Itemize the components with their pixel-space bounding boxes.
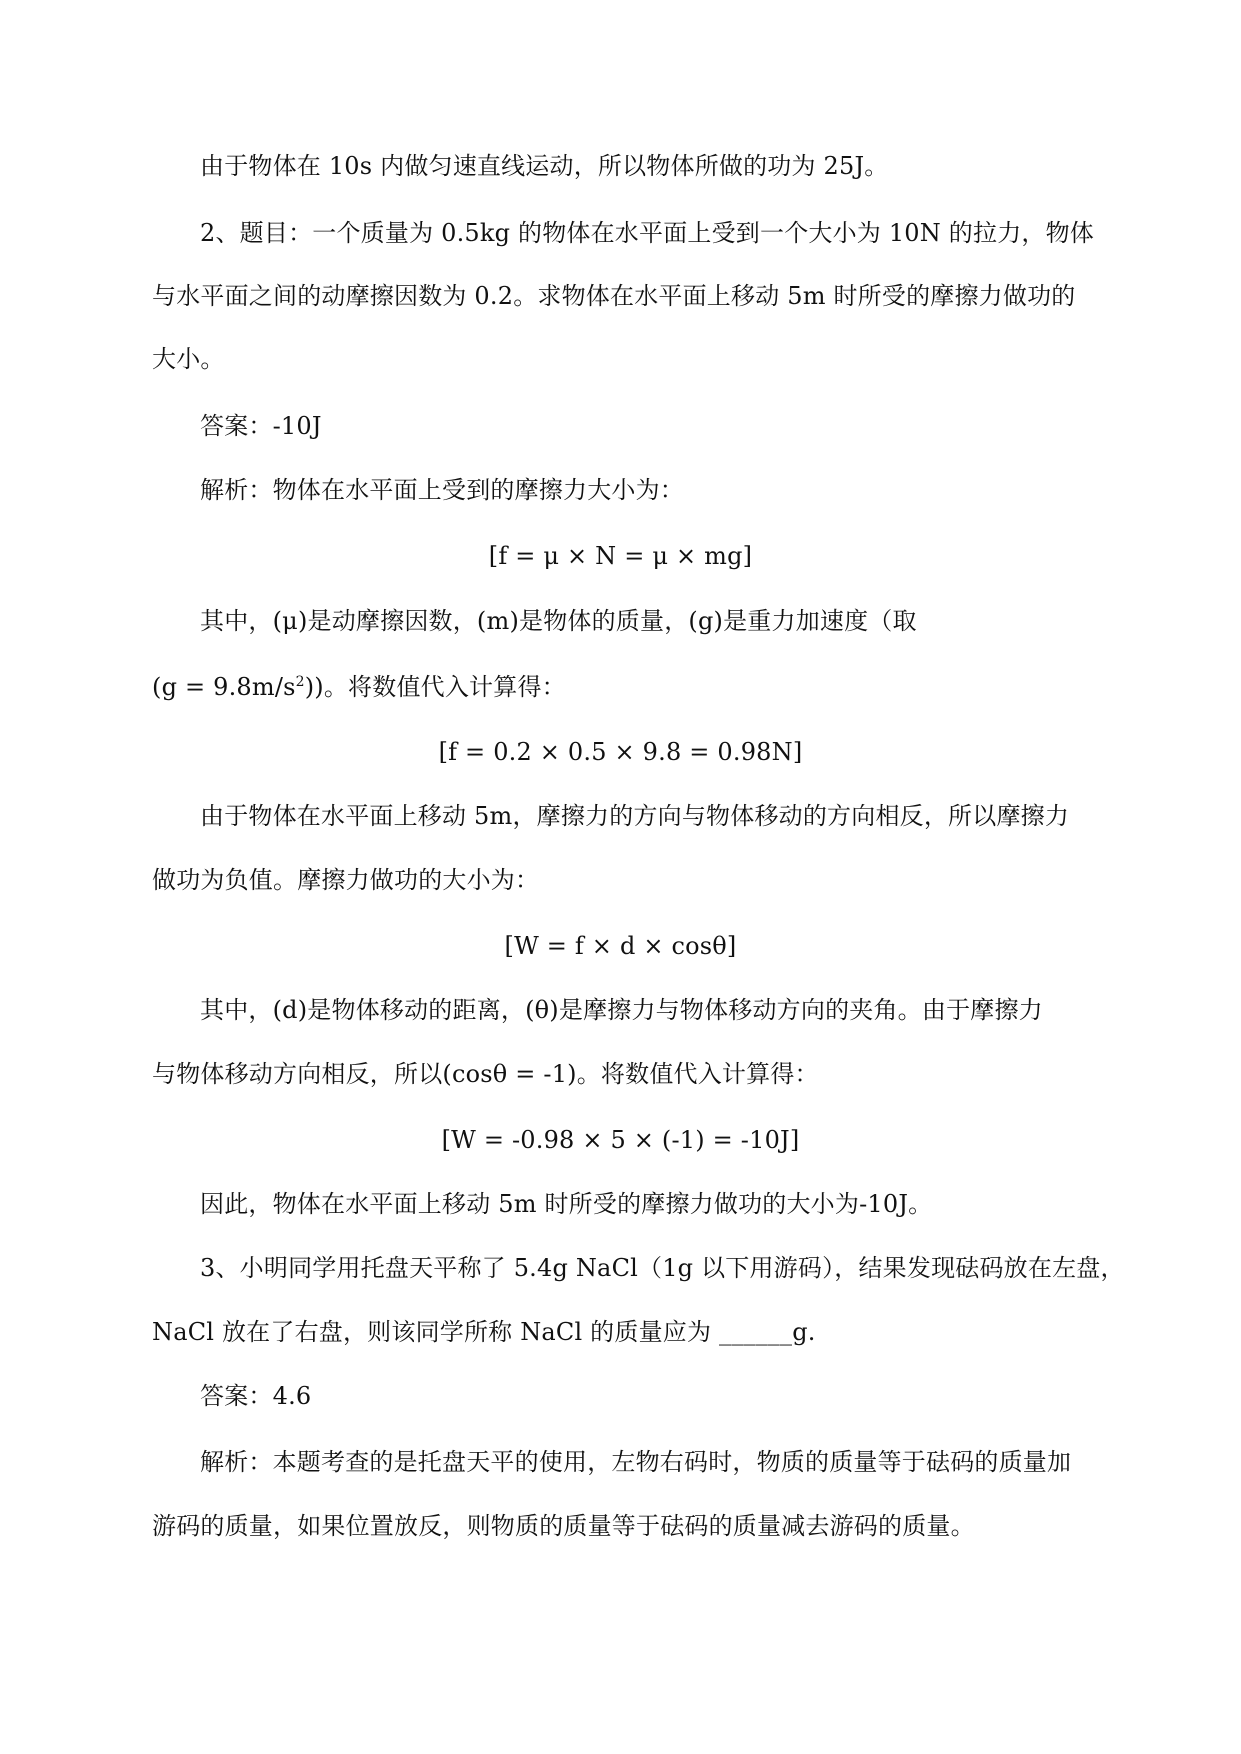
reason-line-2: 做功为负值。摩擦力做功的大小为： [152, 866, 540, 894]
answer-3: 答案：4.6 [200, 1382, 312, 1410]
answer-2: 答案：-10J [200, 412, 322, 440]
analysis-3-line-1: 解析：本题考查的是托盘天平的使用，左物右码时，物质的质量等于砝码的质量加 [200, 1448, 1072, 1476]
question-2-line-2: 与水平面之间的动摩擦因数为 0.2。求物体在水平面上移动 5m 时所受的摩擦力做功的 [152, 282, 1076, 310]
analysis-2-intro: 解析：物体在水平面上受到的摩擦力大小为： [200, 476, 684, 504]
question-3-line-2: NaCl 放在了右盘，则该同学所称 NaCl 的质量应为 ______g. [152, 1318, 816, 1346]
where-2-line-2: 与物体移动方向相反，所以(cosθ = -1)。将数值代入计算得： [152, 1060, 819, 1088]
substitute-text: ))。将数值代入计算得： [304, 673, 566, 701]
exponent: 2 [295, 674, 305, 690]
formula-work: [W = f × d × cosθ] [504, 932, 737, 960]
where-2-line-1: 其中，(d)是物体移动的距离，(θ)是摩擦力与物体移动方向的夹角。由于摩擦力 [200, 996, 1043, 1024]
question-3-line-1: 3、小明同学用托盘天平称了 5.4g NaCl（1g 以下用游码），结果发现砝码放在左盘， [200, 1254, 1125, 1282]
formula-work-value: [W = -0.98 × 5 × (-1) = -10J] [441, 1126, 800, 1154]
analysis-3-line-2: 游码的质量，如果位置放反，则物质的质量等于砝码的质量减去游码的质量。 [152, 1512, 975, 1540]
where-1-line-1: 其中，(μ)是动摩擦因数，(m)是物体的质量，(g)是重力加速度（取 [200, 607, 917, 635]
paragraph-work-conclusion: 由于物体在 10s 内做匀速直线运动，所以物体所做的功为 25J。 [200, 152, 889, 180]
reason-line-1: 由于物体在水平面上移动 5m，摩擦力的方向与物体移动的方向相反，所以摩擦力 [200, 802, 1070, 830]
question-2-line-1: 2、题目：一个质量为 0.5kg 的物体在水平面上受到一个大小为 10N 的拉力，物体 [200, 219, 1094, 247]
question-2-line-3: 大小。 [152, 345, 225, 373]
formula-friction: [f = μ × N = μ × mg] [488, 542, 753, 570]
conclusion-2: 因此，物体在水平面上移动 5m 时所受的摩擦力做功的大小为-10J。 [200, 1190, 933, 1218]
formula-friction-value: [f = 0.2 × 0.5 × 9.8 = 0.98N] [438, 738, 803, 766]
gravity-value: (g = 9.8m/s [152, 673, 296, 701]
where-1-line-2 [152, 671, 566, 703]
